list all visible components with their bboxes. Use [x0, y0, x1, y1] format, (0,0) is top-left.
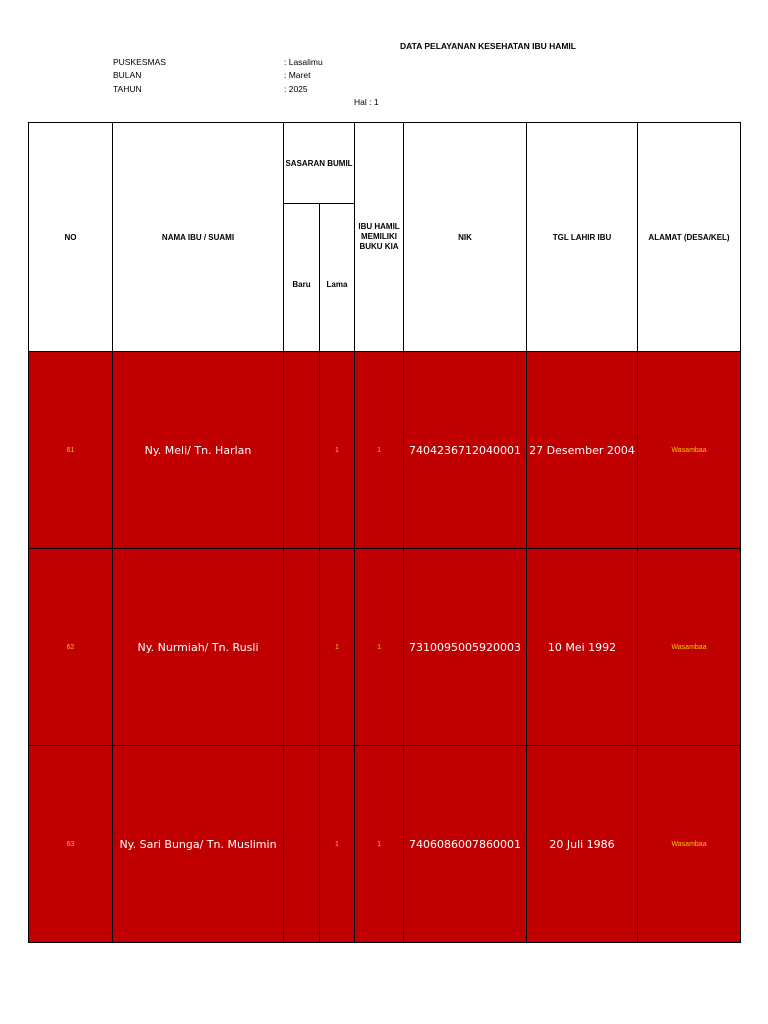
- header-buku-kia: IBU HAMIL MEMILIKI BUKU KIA: [355, 123, 404, 352]
- header-alamat: ALAMAT (DESA/KEL): [638, 123, 741, 352]
- header-tgl-lahir: TGL LAHIR IBU: [527, 123, 638, 352]
- meta-label-bulan: BULAN: [113, 70, 142, 80]
- cell-lama: 1: [320, 746, 355, 943]
- cell-nama: Ny. Meli/ Tn. Harlan: [113, 352, 284, 549]
- cell-tgl-lahir: 20 Juli 1986: [527, 746, 638, 943]
- cell-baru: [284, 352, 320, 549]
- cell-alamat: Wasambaa: [638, 746, 741, 943]
- document-title: DATA PELAYANAN KESEHATAN IBU HAMIL: [400, 41, 576, 51]
- meta-label-tahun: TAHUN: [113, 84, 142, 94]
- cell-lama: 1: [320, 549, 355, 746]
- header-no: NO: [29, 123, 113, 352]
- cell-nama: Ny. Nurmiah/ Tn. Rusli: [113, 549, 284, 746]
- cell-alamat: Wasambaa: [638, 549, 741, 746]
- data-table: [28, 122, 741, 943]
- header-nama: NAMA IBU / SUAMI: [113, 123, 284, 352]
- cell-no: 63: [29, 746, 113, 943]
- meta-value-tahun: : 2025: [284, 84, 308, 94]
- meta-value-bulan: : Maret: [284, 70, 311, 80]
- meta-value-puskesmas: : Lasalimu: [284, 57, 323, 67]
- cell-nama: Ny. Sari Bunga/ Tn. Muslimin: [113, 746, 284, 943]
- page-number: Hal : 1: [354, 97, 379, 107]
- table-row: [29, 352, 741, 549]
- cell-buku-kia: 1: [355, 352, 404, 549]
- cell-buku-kia: 1: [355, 746, 404, 943]
- cell-no: 62: [29, 549, 113, 746]
- cell-baru: [284, 549, 320, 746]
- cell-alamat: Wasambaa: [638, 352, 741, 549]
- header-lama: Lama: [320, 204, 355, 352]
- cell-nik: 7406086007860001: [404, 746, 527, 943]
- header-baru: Baru: [284, 204, 320, 352]
- table-row: [29, 549, 741, 746]
- cell-buku-kia: 1: [355, 549, 404, 746]
- header-nik: NIK: [404, 123, 527, 352]
- cell-tgl-lahir: 27 Desember 2004: [527, 352, 638, 549]
- header-sasaran-bumil: SASARAN BUMIL: [284, 123, 355, 204]
- cell-baru: [284, 746, 320, 943]
- cell-nik: 7404236712040001: [404, 352, 527, 549]
- cell-lama: 1: [320, 352, 355, 549]
- meta-label-puskesmas: PUSKESMAS: [113, 57, 166, 67]
- cell-nik: 7310095005920003: [404, 549, 527, 746]
- cell-no: 61: [29, 352, 113, 549]
- cell-tgl-lahir: 10 Mei 1992: [527, 549, 638, 746]
- table-row: [29, 746, 741, 943]
